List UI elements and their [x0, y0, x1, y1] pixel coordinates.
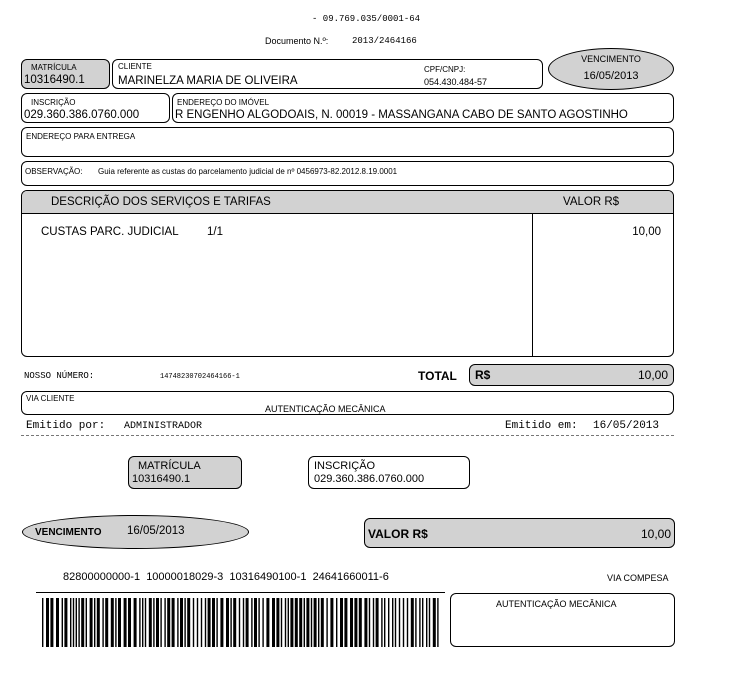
servico-desc: CUSTAS PARC. JUDICIAL: [41, 226, 179, 238]
via-compesa: VIA COMPESA: [607, 573, 669, 583]
matricula-box: [21, 59, 110, 89]
total-value: 10,00: [637, 368, 668, 382]
stub-matricula-value: 10316490.1: [132, 473, 191, 485]
via-cliente-label: VIA CLIENTE: [26, 394, 75, 403]
document-number-label: Documento N.º:: [265, 36, 329, 46]
nosso-numero-label: NOSSO NÚMERO:: [24, 371, 95, 381]
emitido-por-label: Emitido por:: [26, 420, 106, 432]
emitido-por-value: ADMINISTRADOR: [124, 421, 203, 432]
stub-valor-box: [364, 518, 675, 548]
cliente-label: CLIENTE: [118, 62, 152, 71]
cnpj: - 09.769.035/0001-64: [312, 14, 421, 24]
endereco-entrega-label: ENDEREÇO PARA ENTREGA: [26, 132, 136, 141]
cliente-value: MARINELZA MARIA DE OLIVEIRA: [118, 75, 298, 87]
observacao-label: OBSERVAÇÃO:: [25, 167, 83, 176]
stub-inscricao-box: [308, 456, 470, 489]
endereco-imovel-label: ENDEREÇO DO IMÓVEL: [177, 98, 270, 107]
cliente-box: [112, 59, 543, 89]
barcode-top-rule: [36, 592, 445, 593]
observacao-box: [21, 161, 674, 186]
servicos-column-divider: [532, 213, 533, 357]
cpf-label: CPF/CNPJ:: [424, 65, 466, 74]
matricula-label: MATRÍCULA: [31, 63, 77, 72]
stub-inscricao-label: INSCRIÇÃO: [314, 460, 376, 472]
servico-valor: 10,00: [632, 226, 661, 238]
inscricao-value: 029.360.386.0760.000: [24, 109, 140, 121]
inscricao-box: [21, 93, 170, 123]
servicos-header-desc: DESCRIÇÃO DOS SERVIÇOS E TARIFAS: [51, 196, 271, 208]
stub-matricula-box: [128, 456, 242, 489]
stub-autenticacao-box: [450, 593, 675, 647]
stub-vencimento-label: VENCIMENTO: [35, 527, 102, 538]
total-label: TOTAL: [418, 369, 457, 383]
stub-valor-label: VALOR R$: [368, 527, 428, 541]
endereco-entrega-box: [21, 127, 674, 157]
nosso-numero-value: 14748230702464166-1: [160, 373, 240, 381]
document-number: 2013/2464166: [352, 36, 417, 46]
vencimento-ellipse: [548, 48, 674, 90]
servicos-header-valor: VALOR R$: [563, 196, 620, 208]
vencimento-label: VENCIMENTO: [581, 54, 641, 64]
total-currency: R$: [475, 368, 491, 382]
matricula-value: 10316490.1: [24, 74, 85, 86]
stub-matricula-label: MATRÍCULA: [138, 460, 201, 472]
cpf-value: 054.430.484-57: [424, 77, 488, 87]
stub-vencimento-value: 16/05/2013: [127, 525, 185, 537]
total-box: [469, 364, 674, 386]
cut-line: [21, 435, 674, 436]
servico-parcela: 1/1: [207, 226, 223, 238]
via-cliente-box: [21, 391, 674, 415]
inscricao-label: INSCRIÇÃO: [31, 98, 76, 107]
barcode-line: 82800000000-1 10000018029-3 10316490100-1 24641660011-6: [63, 571, 389, 583]
barcode: [36, 598, 445, 647]
vencimento-value: 16/05/2013: [583, 70, 639, 82]
servicos-table: [21, 190, 674, 357]
via-cliente-autenticacao: AUTENTICAÇÃO MECÂNICA: [265, 404, 386, 414]
endereco-imovel-box: [172, 93, 674, 123]
stub-vencimento-ellipse: [22, 515, 249, 549]
observacao-text: Guia referente as custas do parcelamento judicial de nº 0456973-82.2012.8.19.0001: [98, 167, 398, 176]
endereco-imovel-value: R ENGENHO ALGODOAIS, N. 00019 - MASSANGANA CABO DE SANTO AGOSTINHO: [175, 109, 628, 121]
stub-autenticacao-label: AUTENTICAÇÃO MECÂNICA: [496, 599, 617, 609]
stub-valor-value: 10,00: [640, 527, 671, 541]
stub-inscricao-value: 029.360.386.0760.000: [314, 473, 425, 485]
emitido-em-label: Emitido em:: [505, 420, 578, 432]
emitido-em-value: 16/05/2013: [593, 420, 660, 432]
